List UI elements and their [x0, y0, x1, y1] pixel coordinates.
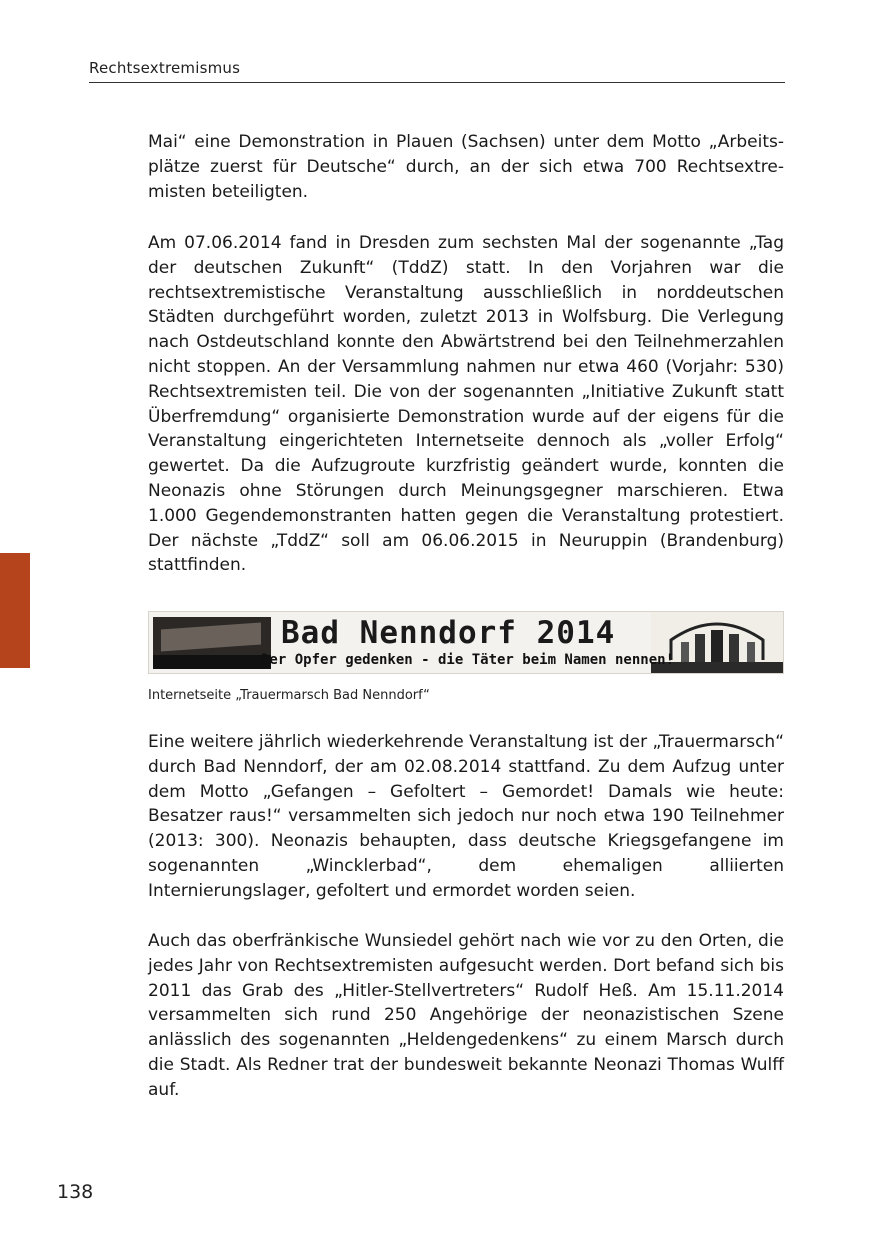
chapter-tab-marker	[0, 553, 30, 668]
figure-banner-image	[148, 611, 784, 674]
banner-photo-left	[153, 617, 271, 669]
banner-crowd-silhouette	[153, 655, 271, 669]
banner-flag-graphic	[161, 623, 261, 652]
body-paragraph: Am 07.06.2014 fand in Dresden zum sechsten Mal der sogenannte „Tag der deutschen Zukunft“ (TddZ) statt. In den Vorjahren war die rechtsextremistische Veranstaltung ausschließlich in norddeutschen Städten durchgeführt worden, zuletzt 2013 in Wolfsburg. Die Verlegung nach Ostdeutschland konnte den Abwärtstrend bei den Teilnehmerzahlen nicht stoppen. An der Versammlung nahmen nur etwa 460 (Vorjahr: 530) Rechtsextremisten teil. Die von der sogenannten „Initiative Zukunft statt Überfremdung“ organisierte Demonstration wurde auf der eigens für die Veranstaltung eingerichteten Internetseite dennoch als „voller Erfolg“ gewertet. Da die Aufzugroute kurzfristig geändert wurde, konnten die Neonazis ohne Störungen durch Meinungsgegner marschieren. Etwa 1.000 Gegendemonstranten hatten gegen die Veranstaltung protestiert. Der nächste „TddZ“ soll am 06.06.2015 in Neuruppin (Brandenburg) stattfinden.	[148, 233, 784, 576]
page-number: 138	[57, 1181, 94, 1203]
banner-subtitle: Der Opfer gedenken - die Täter beim Namen nennen!	[261, 652, 675, 668]
figure-caption: Internetseite „Trauermarsch Bad Nenndorf“	[148, 688, 430, 703]
banner-title: Bad Nenndorf 2014	[281, 615, 616, 651]
running-head: Rechtsextremismus	[89, 59, 241, 77]
header-rule	[89, 82, 785, 83]
body-paragraph: Auch das oberfränkische Wunsiedel gehört nach wie vor zu den Orten, die jedes Jahr von Rechtsextremisten aufgesucht werden. Dort befand sich bis 2011 das Grab des „Hitler-Stellvertreters“ Rudolf Heß. Am 15.11.2014 versammelten sich rund 250 Angehörige der neonazistischen Szene anlässlich des sogenannten „Heldengedenkens“ zu einem Marsch durch die Stadt. Als Redner trat der bundesweit bekannte Neonazi Thomas Wulff auf.	[148, 931, 784, 1100]
body-paragraph: Mai“ eine Demonstration in Plauen (Sachsen) unter dem Motto „Arbeitsplätze zuerst für Deutsche“ durch, an der sich etwa 700 Rechtsextremisten beteiligten.	[148, 132, 784, 202]
body-paragraph: Eine weitere jährlich wiederkehrende Veranstaltung ist der „Trauermarsch“ durch Bad Nenndorf, der am 02.08.2014 stattfand. Zu dem Aufzug unter dem Motto „Gefangen – Gefoltert – Gemordet! Damals wie heute: Besatzer raus!“ versammelten sich jedoch nur noch etwa 190 Teilnehmer (2013: 300). Neonazis behaupten, dass deutsche Kriegsgefangene im sogenannten „Wincklerbad“, dem ehemaligen alliierten Internierungslager, gefoltert und ermordet worden seien.	[148, 732, 784, 901]
